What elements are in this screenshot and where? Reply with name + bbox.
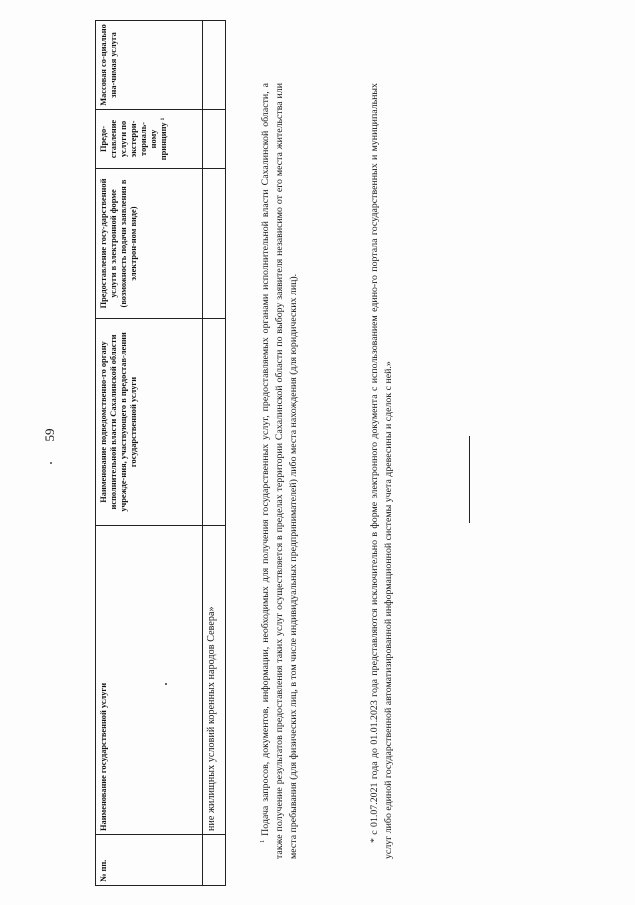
header-service-name-text: Наименование государственной услуги [99,682,108,831]
footnote-text: Подача запросов, документов, информации, необходимых для получения государственных услуг, предоставляемых органами исполнительной власти Сахалинской области, а также получение результатов предоставления таких услуг осуществляется в пределах территории Сахалинской области по выбору заявителя независимо от его места жительства или места пребывания (для физических лиц, в том числе индивидуальных предпринимателей) либо места нахождения (для юридических лиц). [259,83,300,859]
header-num: № пп. [96,835,203,886]
table-header-row [96,21,203,886]
divider-line [469,436,470,523]
page-number: 59 [42,428,57,442]
header-organ: Наименование подведомственно-го органу исполнительной власти Сахалинской области учрежде-ния, участвующего в предостав-лении государственной услуги [96,319,203,526]
rotated-content [95,24,625,895]
services-table [95,20,226,886]
asterisk-note: * с 01.07.2021 года до 01.01.2023 года представляются исключительно в форме электронного документа с использованием едино-го портала государственных и муниципальных услуг либо единой государственной автоматизированной информационной системы учета древесины и сделок с ней.» [368,83,395,859]
cell-num [203,835,226,886]
scan-dot [50,462,52,464]
cell-mass-service [203,21,226,110]
service-name-continuation: ние жилищных условий коренных народов Севера» [206,606,217,831]
header-electronic: Предоставление госу-дарственной услуги в электронной форме (возможность подачи заявления в электрон-ном виде) [96,169,203,319]
cell-service-name [203,526,226,835]
header-mass-service: Массовая со-циально зна-чимая услуга [96,21,203,110]
cell-extraterritorial [203,110,226,169]
header-service-name [96,526,203,835]
footnote [259,83,302,859]
footnote-mark: 1 [258,839,266,843]
table-row [203,21,226,886]
scan-tick [165,683,167,685]
header-extraterritorial: Предо-ставление услуги по экстерри-ториаль-ному принципу ¹ [96,110,203,169]
cell-organ [203,319,226,526]
cell-electronic [203,169,226,319]
